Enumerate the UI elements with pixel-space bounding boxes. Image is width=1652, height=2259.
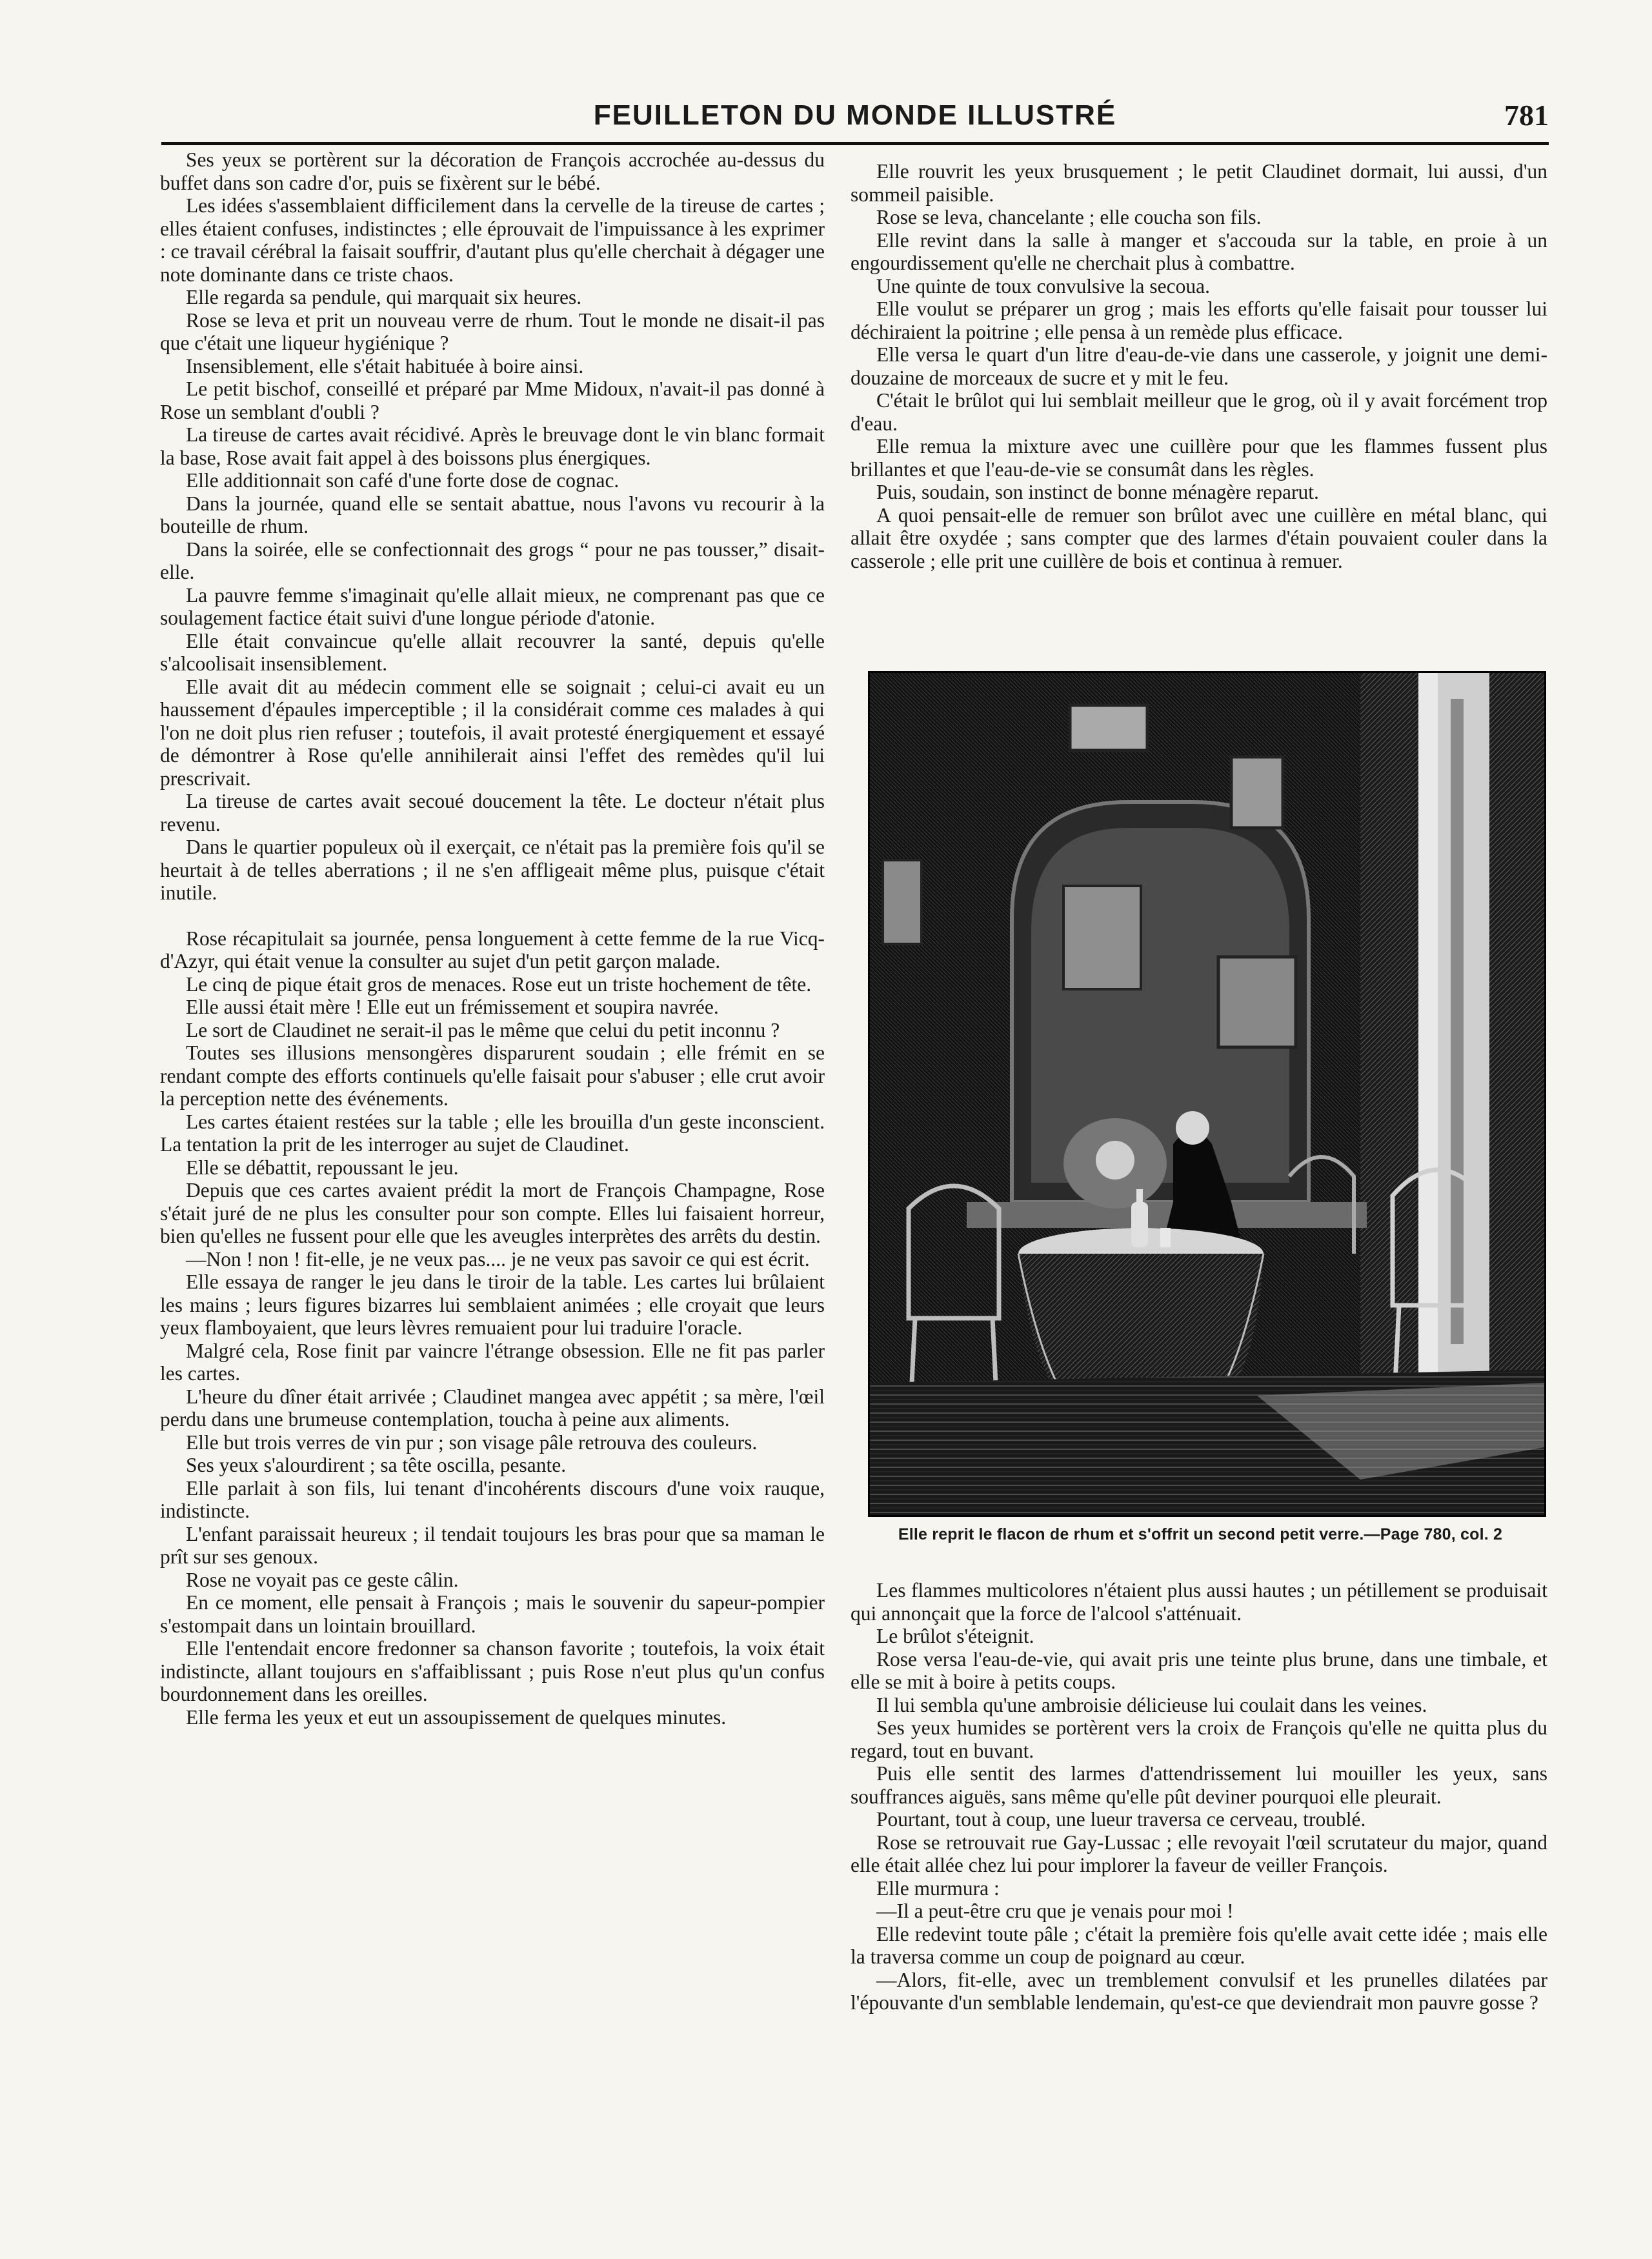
paragraph: Puis, soudain, son instinct de bonne ménagère reparut. [876, 481, 1319, 503]
paragraph: Le brûlot s'éteignit. [876, 1625, 1034, 1647]
paragraph: Elle remua la mixture avec une cuillère pour que les flammes fussent plus brillantes et que l'eau-de-vie se consumât dans les règles. [851, 435, 1547, 481]
paragraph: Elle murmura : [876, 1876, 1000, 1900]
paragraph: Elle versa le quart d'un litre d'eau-de-vie dans une casserole, y joignit une demi-douzaine de morceaux de sucre et y mit le feu. [851, 343, 1547, 389]
paragraph: Rose versa l'eau-de-vie, qui avait pris une teinte plus brune, dans une timbale, et elle se mit à boire à petits coups. [851, 1647, 1547, 1693]
illustration-caption: Elle reprit le flacon de rhum et s'offrit un second petit verre.—Page 780, col. 2 [898, 1525, 1503, 1543]
paragraph: Il lui sembla qu'une ambroisie délicieuse lui coulait dans les veines. [876, 1693, 1427, 1716]
paragraph: En ce moment, elle pensait à François ; mais le souvenir du sapeur-pompier s'estompait dans un lointain brouillard. [160, 1591, 825, 1637]
page-header [161, 97, 1549, 138]
paragraph: —Alors, fit-elle, avec un tremblement convulsif et les prunelles dilatées par l'épouvante d'un semblable lendemain, qu'est-ce que deviendrait mon pauvre gosse ? [851, 1968, 1547, 2014]
paragraph: Ses yeux humides se portèrent vers la croix de François qu'elle ne quitta plus du regard, tout en buvant. [851, 1716, 1547, 1762]
paragraph: Rose récapitulait sa journée, pensa longuement à cette femme de la rue Vicq-d'Azyr, qui était venue la consulter au sujet d'un petit garçon malade. [160, 927, 825, 972]
paragraph: La tireuse de cartes avait secoué doucement la tête. Le docteur n'était plus revenu. [160, 790, 825, 836]
paragraph: Dans la soirée, elle se confectionnait des grogs “ pour ne pas tousser,” disait-elle. [160, 537, 825, 583]
paragraph: A quoi pensait-elle de remuer son brûlot avec une cuillère en métal blanc, qui allait être oxydée ; sans compter que des larmes d'étain pouvaient couler dans la casserole ; elle prit une cuillère de bois et continua à remuer. [851, 503, 1547, 572]
paragraph: Elle redevint toute pâle ; c'était la première fois qu'elle avait cette idée ; mais elle la traversa comme un coup de poignard au cœur. [851, 1922, 1547, 1968]
paragraph: Depuis que ces cartes avaient prédit la mort de François Champagne, Rose s'était juré de ne plus les consulter pour son compte. Elles lui faisaient horreur, bien qu'elles ne fussent pour elle que les aveugles interprètes des arrêts du destin. [160, 1179, 825, 1247]
paragraph: Elle but trois verres de vin pur ; son visage pâle retrouva des couleurs. [186, 1431, 758, 1454]
paragraph: Elle aussi était mère ! Elle eut un frémissement et soupira navrée. [186, 996, 719, 1018]
paragraph: C'était le brûlot qui lui semblait meilleur que le grog, où il y avait forcément trop d'eau. [851, 389, 1547, 435]
left-column [160, 148, 825, 1729]
paragraph: Rose se leva, chancelante ; elle coucha son fils. [876, 206, 1262, 228]
engraving-interior-woman-at-table-icon [870, 673, 1544, 1515]
paragraph: La pauvre femme s'imaginait qu'elle allait mieux, ne comprenant pas que ce soulagement factice était suivi d'une longue période d'atonie. [160, 583, 825, 629]
paragraph: Les flammes multicolores n'étaient plus aussi hautes ; un pétillement se produisait qui annonçait que la force de l'alcool s'atténuait. [851, 1579, 1547, 1625]
paragraph: Elle essaya de ranger le jeu dans le tiroir de la table. Les cartes lui brûlaient les mains ; leurs figures bizarres lui semblaient animées ; elle croyait que leurs yeux flamboyaient, que leurs lèvres remuaient pour lui traduire l'oracle. [160, 1270, 825, 1339]
right-column-bottom [851, 1579, 1547, 2014]
paragraph: Ses yeux se portèrent sur la décoration de François accrochée au-dessus du buffet dans son cadre d'or, puis se fixèrent sur le bébé. [160, 148, 825, 194]
header-rule [161, 142, 1549, 145]
paragraph: Une quinte de toux convulsive la secoua. [876, 274, 1210, 297]
paragraph: Malgré cela, Rose finit par vaincre l'étrange obsession. Elle ne fit pas parler les cartes. [160, 1339, 825, 1385]
paragraph: Insensiblement, elle s'était habituée à boire ainsi. [186, 354, 584, 377]
paragraph: Rose ne voyait pas ce geste câlin. [186, 1568, 459, 1591]
paragraph: Dans le quartier populeux où il exerçait, ce n'était pas la première fois qu'il se heurtait à de telles aberrations ; il ne s'en affligeait même plus, puisque c'était inutile. [160, 836, 825, 904]
paragraph: Elle se débattit, repoussant le jeu. [186, 1156, 459, 1179]
illustration-engraving [868, 671, 1546, 1517]
paragraph: Elle additionnait son café d'une forte dose de cognac. [186, 469, 620, 492]
paragraph: Pourtant, tout à coup, une lueur traversa ce cerveau, troublé. [876, 1808, 1366, 1831]
paragraph: L'heure du dîner était arrivée ; Claudinet mangea avec appétit ; sa mère, l'œil perdu dans une brumeuse contemplation, toucha à peine aux aliments. [160, 1385, 825, 1431]
paragraph: —Il a peut-être cru que je venais pour moi ! [876, 1900, 1234, 1922]
paragraph: Elle avait dit au médecin comment elle se soignait ; celui-ci avait eu un haussement d'épaules imperceptible ; il la considérait comme ces malades à qui l'on ne doit plus rien refuser ; toutefois, il avait protesté énergiquement et essayé de démontrer à Rose qu'elle annihilerait ainsi l'effet des remèdes qu'il lui prescrivait. [160, 675, 825, 790]
paragraph: Les idées s'assemblaient difficilement dans la cervelle de la tireuse de cartes ; elles étaient confuses, indistinctes ; elle éprouvait de l'impuissance à les exprimer : ce travail cérébral la faisait souffrir, d'autant plus qu'elle cherchait à dégager une note dominante dans ce triste chaos. [160, 194, 825, 286]
right-column-top [851, 160, 1547, 572]
page-number: 781 [1504, 99, 1549, 132]
paragraph: Les cartes étaient restées sur la table ; elle les brouilla d'un geste inconscient. La tentation la prit de les interroger au sujet de Claudinet. [160, 1110, 825, 1156]
paragraph: Elle ferma les yeux et eut un assoupissement de quelques minutes. [186, 1705, 727, 1729]
paragraph: Rose se leva et prit un nouveau verre de rhum. Tout le monde ne disait-il pas que c'était une liqueur hygiénique ? [160, 308, 825, 354]
paragraph: L'enfant paraissait heureux ; il tendait toujours les bras pour que sa maman le prît sur ses genoux. [160, 1522, 825, 1568]
paragraph: Elle parlait à son fils, lui tenant d'incohérents discours d'une voix rauque, indistincte. [160, 1476, 825, 1522]
paragraph: Elle était convaincue qu'elle allait recouvrer la santé, depuis qu'elle s'alcoolisait insensiblement. [160, 629, 825, 675]
paragraph: —Non ! non ! fit-elle, je ne veux pas.... je ne veux pas savoir ce qui est écrit. [186, 1247, 810, 1270]
paragraph: Le sort de Claudinet ne serait-il pas le même que celui du petit inconnu ? [186, 1018, 780, 1041]
paragraph: Elle l'entendait encore fredonner sa chanson favorite ; toutefois, la voix était indistincte, allant toujours en s'affaiblissant ; puis Rose n'eut plus qu'un confus bourdonnement dans les oreilles. [160, 1637, 825, 1705]
paragraph: Elle revint dans la salle à manger et s'accouda sur la table, en proie à un engourdissement qu'elle ne cherchait plus à combattre. [851, 228, 1547, 274]
paragraph: Toutes ses illusions mensongères disparurent soudain ; elle frémit en se rendant compte des efforts continuels qu'elle faisait pour s'abuser ; elle crut avoir la perception nette des événements. [160, 1041, 825, 1110]
paragraph: Dans la journée, quand elle se sentait abattue, nous l'avons vu recourir à la bouteille de rhum. [160, 492, 825, 537]
paragraph: La tireuse de cartes avait récidivé. Après le breuvage dont le vin blanc formait la base, Rose avait fait appel à des boissons plus énergiques. [160, 423, 825, 469]
paragraph: Elle rouvrit les yeux brusquement ; le petit Claudinet dormait, lui aussi, d'un sommeil paisible. [851, 160, 1547, 206]
paragraph: Elle voulut se préparer un grog ; mais les efforts qu'elle faisait pour tousser lui déchiraient la poitrine ; elle pensa à un remède plus efficace. [851, 297, 1547, 343]
publication-title: FEUILLETON DU MONDE ILLUSTRÉ [593, 99, 1117, 131]
paragraph: Ses yeux s'alourdirent ; sa tête oscilla, pesante. [186, 1454, 567, 1476]
paragraph: Puis elle sentit des larmes d'attendrissement lui mouiller les yeux, sans souffrances aiguës, sans même qu'elle pût deviner pourquoi elle pleurait. [851, 1762, 1547, 1808]
paragraph: Rose se retrouvait rue Gay-Lussac ; elle revoyait l'œil scrutateur du major, quand elle était allée chez lui pour implorer la faveur de veiller François. [851, 1831, 1547, 1876]
paragraph: Le cinq de pique était gros de menaces. Rose eut un triste hochement de tête. [186, 972, 812, 996]
paragraph: Le petit bischof, conseillé et préparé par Mme Midoux, n'avait-il pas donné à Rose un semblant d'oubli ? [160, 377, 825, 423]
paragraph: Elle regarda sa pendule, qui marquait six heures. [186, 286, 582, 308]
